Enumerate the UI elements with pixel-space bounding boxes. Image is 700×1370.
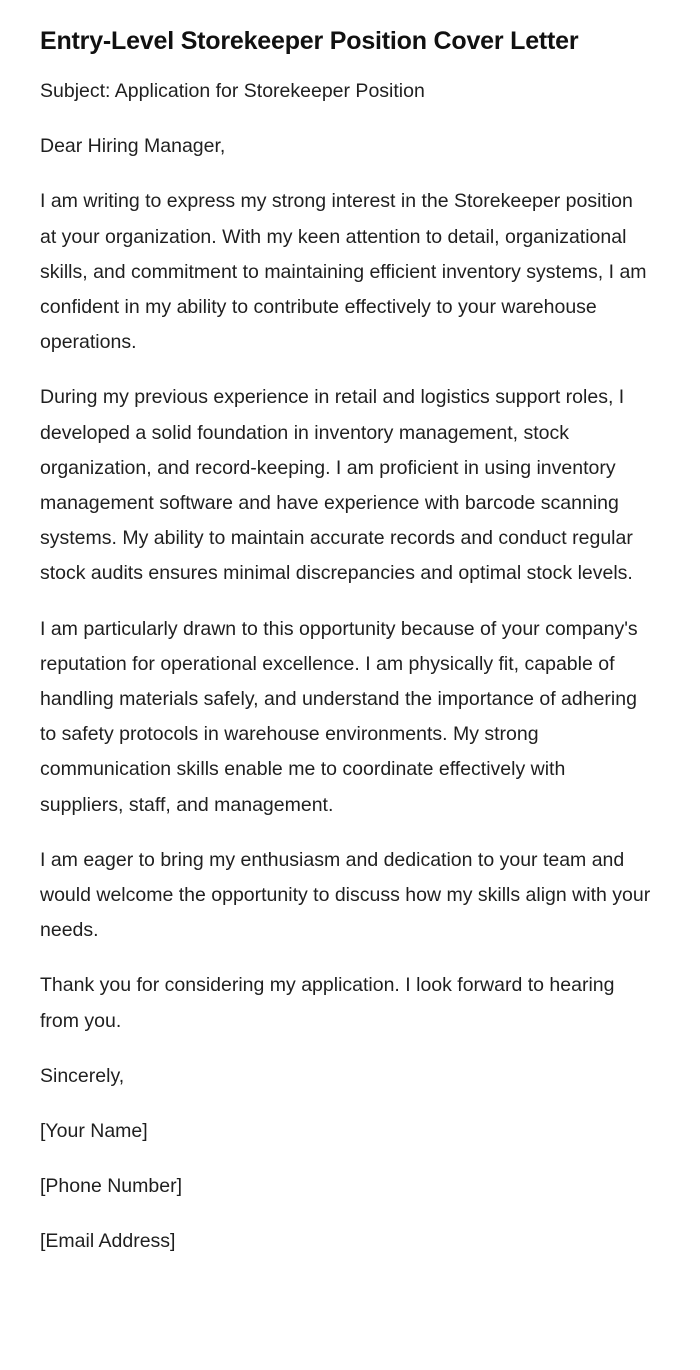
body-paragraph-1: I am writing to express my strong interest in the Storekeeper position at your organization. With my keen attention to detail, organizational skills, and commitment to maintaining efficient inventory systems, I am confident in my ability to contribute effectively to your warehouse operations. (40, 190, 647, 354)
subject-line: Subject: Application for Storekeeper Position (40, 80, 425, 102)
body-paragraph-3: I am particularly drawn to this opportunity because of your company's reputation for operational excellence. I am physically fit, capable of handling materials safely, and understand the importance of adhering to safety protocols in warehouse environments. My strong communication skills enable me to coordinate effectively with suppliers, staff, and management. (40, 617, 638, 816)
page-title: Entry-Level Storekeeper Position Cover Letter (40, 27, 579, 55)
signature-phone: [Phone Number] (40, 1175, 182, 1198)
body-paragraph-5: Thank you for considering my application. I look forward to hearing from you. (40, 974, 615, 1032)
body-paragraph-4: I am eager to bring my enthusiasm and dedication to your team and would welcome the opportunity to discuss how my skills align with your needs. (40, 848, 651, 942)
body-paragraph-2: During my previous experience in retail and logistics support roles, I developed a solid foundation in inventory management, stock organization, and record-keeping. I am proficient in using inventory management software and have experience with barcode scanning systems. My ability to maintain accurate records and conduct regular stock audits ensures minimal discrepancies and optimal stock levels. (40, 386, 633, 585)
salutation: Dear Hiring Manager, (40, 135, 226, 158)
closing: Sincerely, (40, 1064, 125, 1087)
signature-name: [Your Name] (40, 1120, 148, 1143)
signature-email: [Email Address] (40, 1230, 176, 1253)
